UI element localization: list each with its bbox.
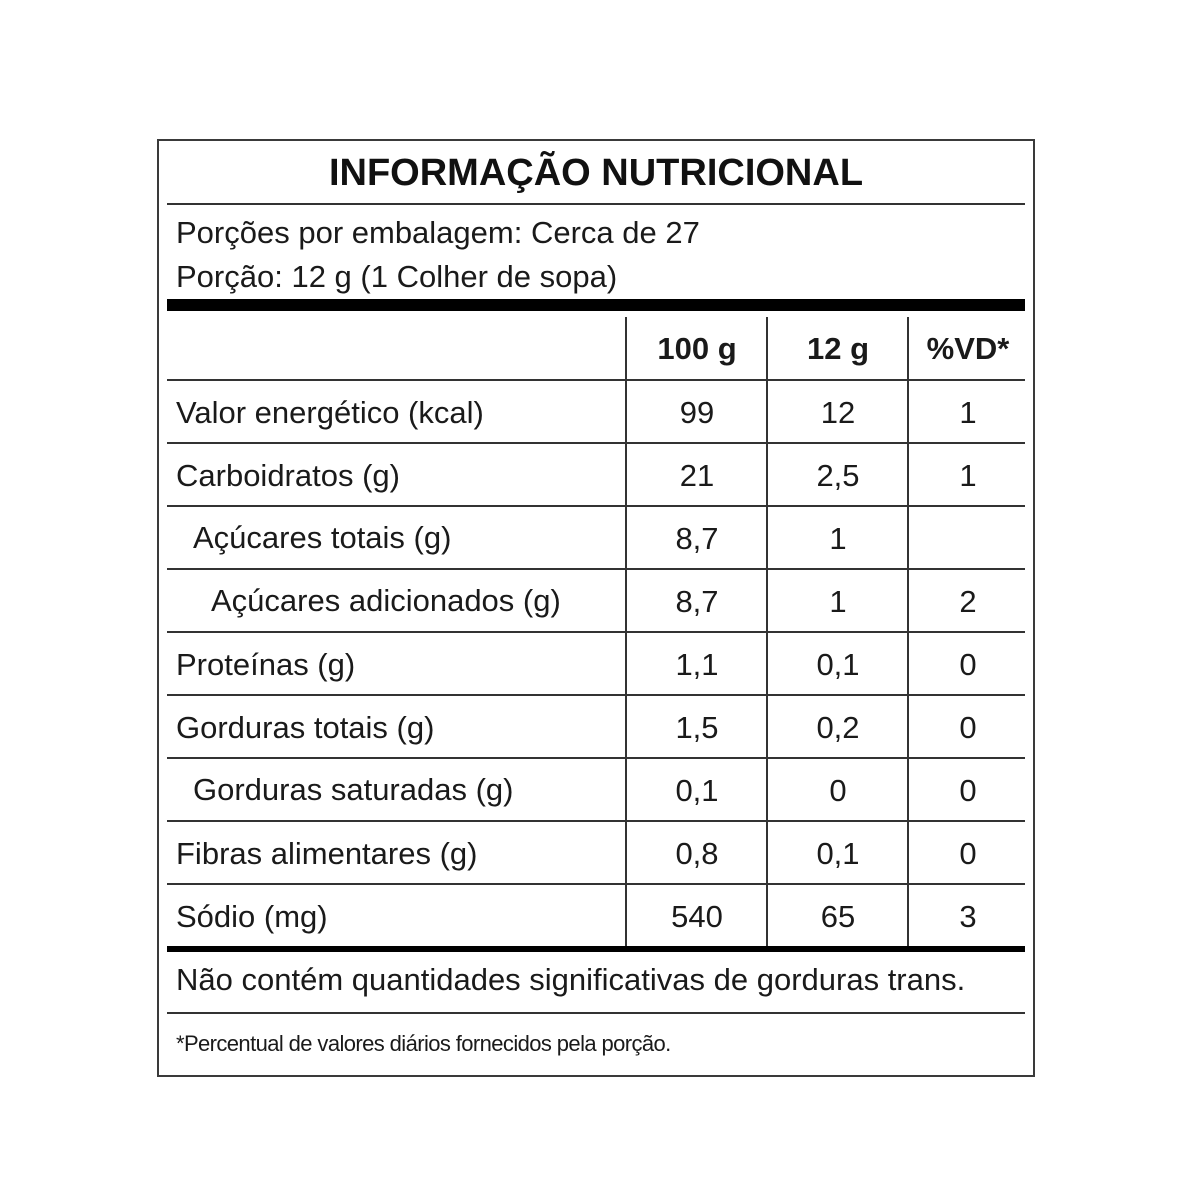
footnote: *Percentual de valores diários fornecidos pela porção. bbox=[176, 1031, 671, 1056]
divider bbox=[167, 1012, 1025, 1014]
value-vd: 1 bbox=[959, 395, 977, 430]
serving-size: Porção: 12 g (1 Colher de sopa) bbox=[176, 259, 618, 294]
nutrient-name: Gorduras saturadas (g) bbox=[193, 772, 514, 807]
nutrient-name: Fibras alimentares (g) bbox=[176, 836, 478, 871]
nutrition-facts-label bbox=[157, 139, 1035, 1077]
value-vd: 0 bbox=[959, 647, 977, 682]
nutrient-name: Gorduras totais (g) bbox=[176, 710, 435, 745]
value-100g: 21 bbox=[679, 458, 715, 493]
column-header-portion: 12 g bbox=[806, 331, 870, 366]
value-portion: 65 bbox=[820, 899, 856, 934]
value-100g: 0,8 bbox=[675, 836, 719, 871]
thick-divider bbox=[167, 946, 1025, 952]
value-100g: 1,5 bbox=[675, 710, 719, 745]
value-100g: 0,1 bbox=[675, 773, 719, 808]
thick-divider bbox=[167, 299, 1025, 311]
value-portion: 0,1 bbox=[816, 647, 860, 682]
value-vd: 2 bbox=[959, 584, 977, 619]
nutrient-name: Açúcares totais (g) bbox=[193, 520, 452, 555]
value-100g: 1,1 bbox=[675, 647, 719, 682]
divider bbox=[167, 203, 1025, 205]
column-header-vd: %VD* bbox=[926, 331, 1010, 366]
nutrient-name: Valor energético (kcal) bbox=[176, 395, 484, 430]
value-100g: 8,7 bbox=[675, 584, 719, 619]
value-vd: 0 bbox=[959, 836, 977, 871]
value-portion: 12 bbox=[820, 395, 856, 430]
value-portion: 0,1 bbox=[816, 836, 860, 871]
value-vd: 0 bbox=[959, 710, 977, 745]
value-vd: 3 bbox=[959, 899, 977, 934]
value-portion: 0,2 bbox=[816, 710, 860, 745]
nutrient-name: Açúcares adicionados (g) bbox=[211, 583, 561, 618]
value-100g: 8,7 bbox=[675, 521, 719, 556]
value-vd bbox=[909, 507, 1027, 570]
nutrient-name: Carboidratos (g) bbox=[176, 458, 400, 493]
value-100g: 540 bbox=[671, 899, 723, 934]
value-vd: 1 bbox=[959, 458, 977, 493]
value-100g: 99 bbox=[679, 395, 715, 430]
trans-fat-note: Não contém quantidades significativas de gorduras trans. bbox=[176, 962, 966, 997]
label-title: INFORMAÇÃO NUTRICIONAL bbox=[328, 152, 864, 194]
nutrient-name: Proteínas (g) bbox=[176, 647, 356, 682]
value-portion: 0 bbox=[829, 773, 847, 808]
nutrient-name: Sódio (mg) bbox=[176, 899, 328, 934]
column-header-100g: 100 g bbox=[657, 331, 737, 366]
value-portion: 1 bbox=[829, 584, 847, 619]
value-portion: 2,5 bbox=[816, 458, 860, 493]
value-portion: 1 bbox=[829, 521, 847, 556]
value-vd: 0 bbox=[959, 773, 977, 808]
servings-per-package: Porções por embalagem: Cerca de 27 bbox=[176, 215, 700, 250]
